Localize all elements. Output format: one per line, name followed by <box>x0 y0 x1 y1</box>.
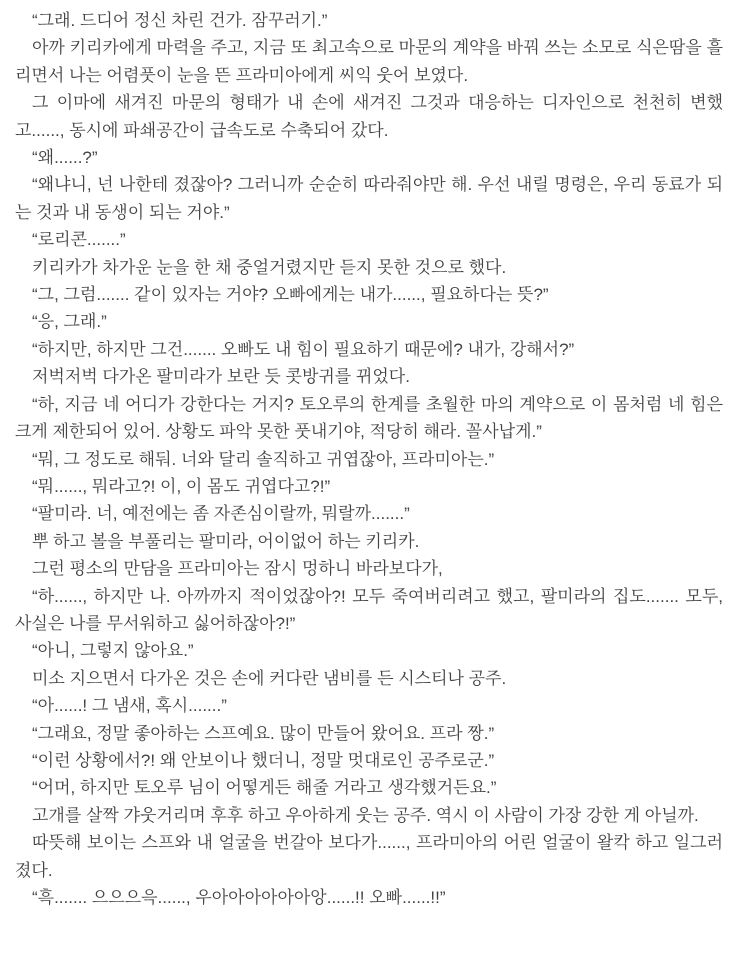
paragraph: “팔미라. 너, 예전에는 좀 자존심이랄까, 뭐랄까.......” <box>32 504 410 524</box>
paragraph: 키리카가 차가운 눈을 한 채 중얼거렸지만 듣지 못한 것으로 했다. <box>32 257 507 277</box>
paragraph: 아까 키리카에게 마력을 주고, 지금 또 최고속으로 마문의 계약을 바꿔 쓰는 소모로 식은땀을 흘리면서 나는 어렴풋이 눈을 뜬 프라미아에게 씨익 웃어 보였다. <box>15 38 723 85</box>
paragraph: “응, 그래.” <box>32 312 107 332</box>
paragraph: “왜......?” <box>32 148 98 168</box>
paragraph: 뿌 하고 볼을 부풀리는 팔미라, 어이없어 하는 키리카. <box>32 531 420 551</box>
paragraph: “로리콘.......” <box>32 230 126 250</box>
paragraph: 그 이마에 새겨진 마문의 형태가 내 손에 새겨진 그것과 대응하는 디자인으로 천천히 변했고......, 동시에 파쇄공간이 급속도로 수축되어 갔다. <box>15 93 723 140</box>
paragraph: “하......, 하지만 나. 아까까지 적이었잖아?! 모두 죽여버리려고 했고, 팔미라의 집도....... 모두, 사실은 나를 무서워하고 싫어하잖아?!” <box>15 586 723 633</box>
paragraph: “아니, 그렇지 않아요.” <box>32 641 194 661</box>
paragraph: 미소 지으면서 다가온 것은 손에 커다란 냄비를 든 시스티나 공주. <box>32 668 507 688</box>
paragraph: “그, 그럼....... 같이 있자는 거야? 오빠에게는 내가......, 필요하다는 뜻?” <box>32 285 549 305</box>
paragraph: “이런 상황에서?! 왜 안보이나 했더니, 정말 멋대로인 공주로군.” <box>32 750 495 770</box>
paragraph: 고개를 살짝 갸웃거리며 후후 하고 우아하게 웃는 공주. 역시 이 사람이 가장 강한 게 아닐까. <box>32 805 699 825</box>
paragraph: “그래요, 정말 좋아하는 스프예요. 많이 만들어 왔어요. 프라 짱.” <box>32 723 495 743</box>
paragraph: “하, 지금 네 어디가 강한다는 거지? 토오루의 한계를 초월한 마의 계약으로 이 몸처럼 네 힘은 크게 제한되어 있어. 상황도 파악 못한 풋내기야, 적당히 해라. 꼴사납게.” <box>15 394 723 442</box>
paragraph: “뭐, 그 정도로 해둬. 너와 달리 솔직하고 귀엽잖아, 프라미아는.” <box>32 449 495 469</box>
paragraph: “뭐......, 뭐라고?! 이, 이 몸도 귀엽다고?!” <box>32 476 331 496</box>
paragraph: 그런 평소의 만담을 프라미아는 잠시 멍하니 바라보다가, <box>32 559 443 579</box>
paragraph: “그래. 드디어 정신 차린 건가. 잠꾸러기.” <box>32 11 328 30</box>
paragraph: 따뜻해 보이는 스프와 내 얼굴을 번갈아 보다가......, 프라미아의 어린 얼굴이 왈칵 하고 일그러졌다. <box>15 833 723 880</box>
paragraph: “어머, 하지만 토오루 님이 어떻게든 해줄 거라고 생각했거든요.” <box>32 778 497 798</box>
paragraph: 저벅저벅 다가온 팔미라가 보란 듯 콧방귀를 뀌었다. <box>32 367 410 387</box>
paragraph: “흑....... 으으으윽......, 우아아아아아아앙......!! 오빠......!!” <box>32 888 446 907</box>
paragraph: “아......! 그 냄새, 혹시.......” <box>32 696 227 716</box>
paragraph: “왜냐니, 넌 나한테 졌잖아? 그러니까 순순히 따라줘야만 해. 우선 내릴 명령은, 우리 동료가 되는 것과 내 동생이 되는 거야.” <box>15 175 723 222</box>
paragraph: “하지만, 하지만 그건....... 오빠도 내 힘이 필요하기 때문에? 내가, 강해서?” <box>32 339 575 359</box>
